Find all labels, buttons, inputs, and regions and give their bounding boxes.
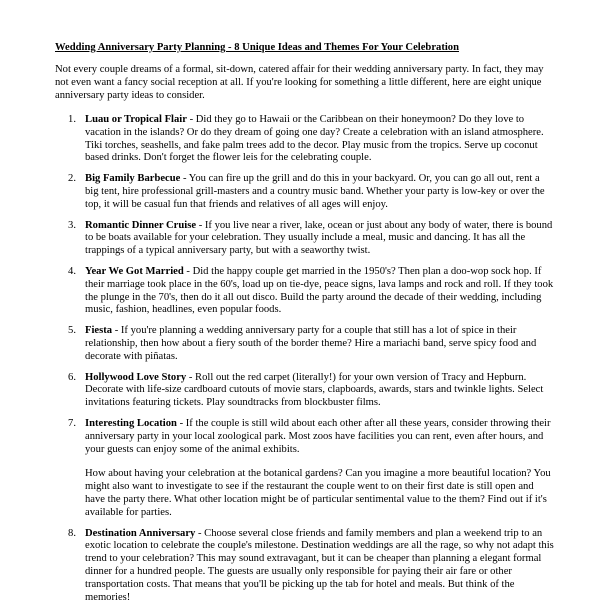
item-7-extra-paragraph: How about having your celebration at the botanical gardens? Can you imagine a more beautiful location? You might also want to investigate to see if the restaurant the couple went to on their first date is still open and have the party there. What other location might be of particular sentimental value to the them? Find out if it's available for parties. (85, 468, 551, 518)
item-heading: Interesting Location (85, 417, 177, 429)
item-heading: Luau or Tropical Flair (85, 114, 187, 125)
ideas-list (55, 114, 555, 612)
list-item (55, 266, 555, 317)
item-heading: Hollywood Love Story (85, 371, 187, 383)
intro-paragraph: Not every couple dreams of a formal, sit-down, catered affair for their wedding anniversary party. In fact, they may not even want a fancy social reception at all. If you're looking for something a little different, here are eight unique anniversary party ideas to consider. (55, 64, 544, 101)
item-number: 8. (68, 527, 76, 539)
item-number: 2. (68, 173, 76, 185)
list-item (55, 114, 555, 165)
item-text: - If you're planning a wedding anniversary party for a couple that still has a lot of spice in their relationship, then how about a fiery south of the border theme? Hire a mariachi band, serve spicy food and decorate with piñatas. (85, 325, 537, 362)
item-text: - Roll out the red carpet (literally!) for your own version of Tracy and Hepburn. Decorate with life-size cardboard cutouts of movie stars, clapboards, awards, stars and twinkle lights. Select invitations featuring tickets. Play soundtracks from blockbuster films. (85, 371, 544, 409)
list-item (55, 528, 555, 605)
item-text: - Choose several close friends and family members and plan a weekend trip to an exotic location to celebrate the couple's milestone. Destination weddings are all the rage, so why not adapt this trend to your celebration? This may sound extravagant, but it can be cheaper than planning a elegant formal dinner for a hundred people. The guests are usually only responsible for paying their air fare or other transportation costs. That means that you'll be picking up the tab for hotel and meals. But think of the memories! (85, 527, 554, 603)
item-number: 7. (68, 417, 76, 429)
item-number: 6. (68, 371, 76, 383)
item-text: - If you live near a river, lake, ocean or just about any body of water, there is bound to be boats available for your celebration. They usually include a meal, music and dancing. It has all the trappings of a typical anniversary party, but with a seaworthy twist. (85, 219, 553, 257)
item-heading: Romantic Dinner Cruise (85, 219, 197, 231)
document-title: Wedding Anniversary Party Planning - 8 Unique Ideas and Themes For Your Celebration (55, 42, 459, 53)
list-item (55, 325, 555, 363)
list-item (55, 173, 555, 211)
item-body (85, 220, 555, 258)
list-item (55, 372, 555, 410)
list-item (55, 220, 555, 258)
item-text: - Did they go to Hawaii or the Caribbean on their honeymoon? Do they love to vacation in the islands? Or do they dream of going one day? Create a celebration with an island atmosphere. Tiki torches, seashells, and fake palm trees add to the decor. Play music from the tropics. Serve up coconut based drinks. Don't forget the flower leis for the celebrating couple. (85, 114, 544, 164)
item-heading: Year We Got Married (85, 265, 184, 277)
item-number: 5. (68, 325, 76, 337)
item-body (85, 528, 555, 605)
item-text: - If the couple is still wild about each other after all these years, consider throwing their anniversary party in your local zoological park. Most zoos have facilities you can rent, even after hours, and your guests can enjoy some of the animal exhibits. (85, 417, 551, 455)
item-heading: Fiesta (85, 325, 113, 337)
item-body (85, 418, 555, 456)
item-number: 4. (68, 265, 76, 277)
list-item (55, 418, 555, 456)
item-body (85, 114, 555, 165)
item-heading: Destination Anniversary (85, 527, 196, 539)
item-body (85, 325, 555, 363)
item-number: 1. (68, 114, 76, 125)
item-body (85, 266, 555, 317)
item-heading: Big Family Barbecue (85, 173, 181, 185)
item-text: - Did the happy couple get married in the 1950's? Then plan a doo-wop sock hop. If their marriage took place in the 60's, load up on tie-dye, peace signs, lava lamps and rock and roll. If they took the plunge in the 70's, then do it all out disco. Build the party around the decade of their wedding, including music, fashion, headlines, even popular foods. (85, 265, 554, 316)
item-number: 3. (68, 219, 76, 231)
item-body (85, 372, 555, 410)
item-body (85, 173, 555, 211)
item-text: - You can fire up the grill and do this in your backyard. Or, you can go all out, rent a big tent, hire professional grill-masters and a country music band. Whether your party is low-key or over the top, it will be casual fun that friends and relatives of all ages will enjoy. (85, 173, 545, 210)
